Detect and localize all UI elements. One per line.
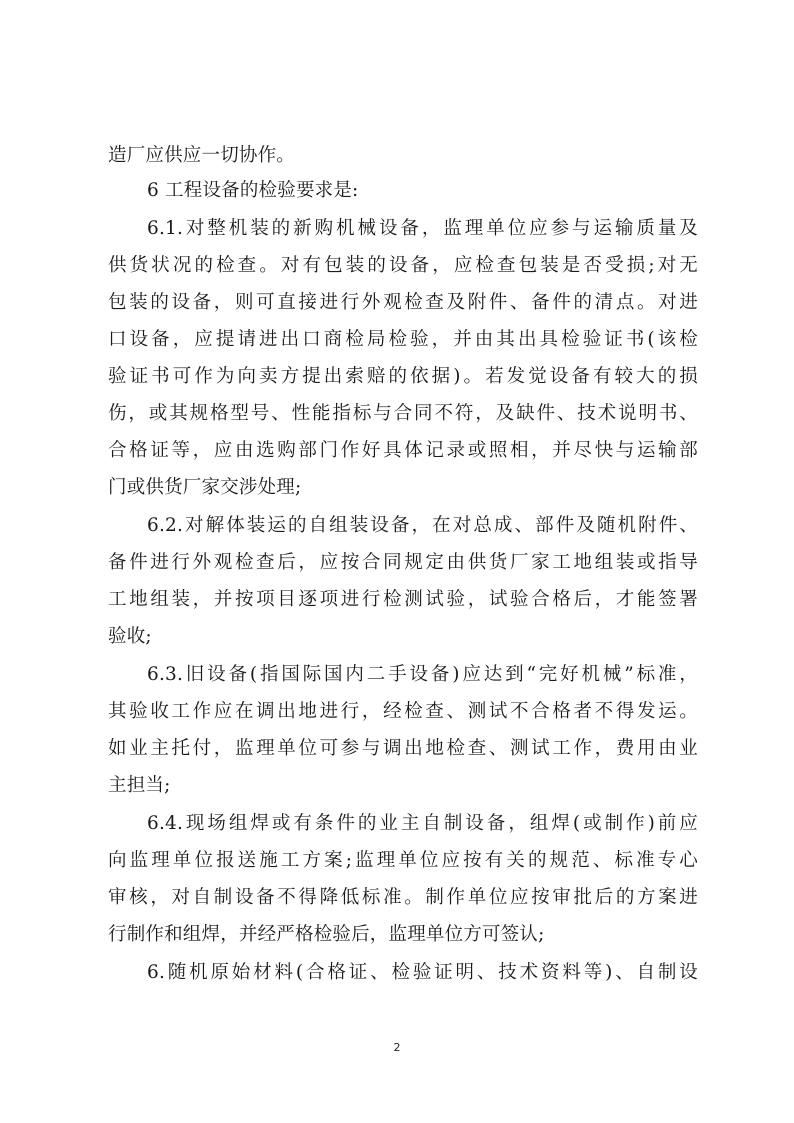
text-line-5: 包装的设备，则可直接进行外观检查及附件、备件的清点。对进 (108, 292, 698, 313)
text-line-11: 6.2.对解体装运的自组装设备，在对总成、部件及随机附件、 (147, 515, 698, 536)
text-line-23: 6.随机原始材料(合格证、检验证明、技术资料等)、自制设 (147, 962, 698, 983)
text-line-12: 备件进行外观检查后，应按合同规定由供货厂家工地组装或指导 (108, 552, 698, 573)
text-line-17: 如业主托付，监理单位可参与调出地检查、测试工作，费用由业 (108, 738, 698, 759)
text-line-15: 6.3.旧设备(指国际国内二手设备)应达到“完好机械”标准， (147, 664, 698, 685)
text-line-1: 造厂应供应一切协作。 (108, 145, 296, 166)
page-number: 2 (393, 1041, 401, 1054)
text-line-13: 工地组装，并按项目逐项进行检测试验，试验合格后，才能签署 (108, 589, 698, 610)
text-line-8: 伤，或其规格型号、性能指标与合同不符，及缺件、技术说明书、 (108, 403, 698, 424)
text-line-7: 验证书可作为向卖方提出索赔的依据)。若发觉设备有较大的损 (108, 366, 698, 387)
text-line-19: 6.4.现场组焊或有条件的业主自制设备，组焊(或制作)前应 (147, 813, 698, 834)
text-line-14: 验收; (108, 626, 152, 647)
text-line-21: 审核，对自制设备不得降低标准。制作单位应按审批后的方案进 (108, 887, 698, 908)
text-line-16: 其验收工作应在调出地进行，经检查、测试不合格者不得发运。 (108, 701, 698, 722)
text-line-3: 6.1.对整机装的新购机械设备，监理单位应参与运输质量及 (147, 218, 698, 239)
text-line-9: 合格证等，应由选购部门作好具体记录或照相，并尽快与运输部 (108, 440, 698, 461)
text-line-22: 行制作和组焊，并经严格检验后，监理单位方可签认; (108, 924, 545, 945)
text-line-18: 主担当; (108, 775, 171, 796)
text-line-20: 向监理单位报送施工方案;监理单位应按有关的规范、标准专心 (108, 850, 698, 871)
text-line-6: 口设备，应提请进出口商检局检验，并由其出具检验证书(该检 (108, 329, 698, 350)
section-heading: 6 工程设备的检验要求是: (147, 180, 359, 201)
text-line-10: 门或供货厂家交涉处理; (108, 477, 302, 498)
text-line-4: 供货状况的检查。对有包装的设备，应检查包装是否受损;对无 (108, 255, 698, 276)
